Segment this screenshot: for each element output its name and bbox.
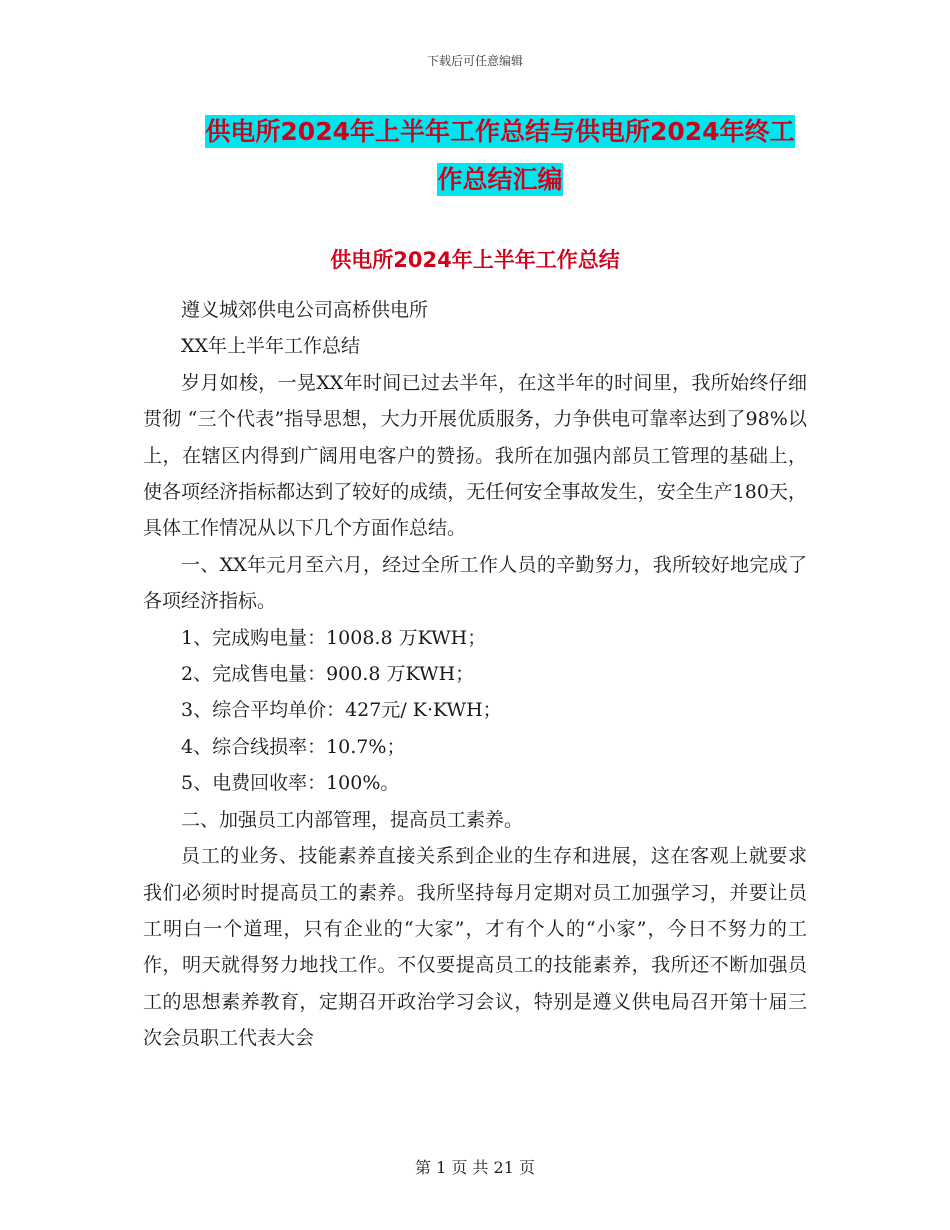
paragraph-org: 遵义城郊供电公司高桥供电所 [181,299,429,321]
paragraph-staff: 员工的业务、技能素养直接关系到企业的生存和进展，这在客观上就要求我们必须时时提高员工的素养。我所坚持每月定期对员工加强学习，并要让员工明白一个道理，只有企业的“大家”，才有个人的“小家”，今日不努力的工作，明天就得努力地找工作。不仅要提高员工的技能素养，我所还不断加强员工的思想素养教育，定期召开政治学习会议，特别是遵义供电局召开第十届三次会员职工代表大会 [143,845,807,1050]
page-number: 第 1 页 共 21 页 [415,1158,535,1177]
paragraph-subtitle: XX年上半年工作总结 [181,335,361,358]
document-title [150,108,850,204]
list-item-sold-power: 2、完成售电量：900.8 万KWH； [181,663,475,686]
section-title: 供电所2024年上半年工作总结 [330,248,620,272]
document-title-line1: 供电所2024年上半年工作总结与供电所2024年终工 [205,117,795,146]
paragraph-section-one: 一、XX年元月至六月，经过全所工作人员的辛勤努力，我所较好地完成了各项经济指标。 [143,553,807,613]
list-item-purchased-power: 1、完成购电量：1008.8 万KWH； [181,626,487,649]
list-item-recovery-rate: 5、电费回收率：100%。 [181,772,400,795]
list-item-average-price: 3、综合平均单价：427元/ K·KWH； [181,699,502,722]
document-title-line2: 作总结汇编 [437,165,563,194]
list-item-line-loss: 4、综合线损率：10.7%； [181,735,406,758]
paragraph-intro: 岁月如梭，一晃XX年时间已过去半年，在这半年的时间里，我所始终仔细贯彻 “三个代表”指导思想，大力开展优质服务，力争供电可靠率达到了98%以上，在辖区内得到广阔用电客户的赞扬。我所在加强内部员工管理的基础上，使各项经济指标都达到了较好的成绩，无任何安全事故发生，安全生产180天，具体工作情况从以下几个方面作总结。 [143,371,807,540]
paragraph-section-two: 二、加强员工内部管理，提高员工素养。 [181,808,524,831]
header-note: 下载后可任意编辑 [426,54,523,68]
document-body [143,292,807,1057]
